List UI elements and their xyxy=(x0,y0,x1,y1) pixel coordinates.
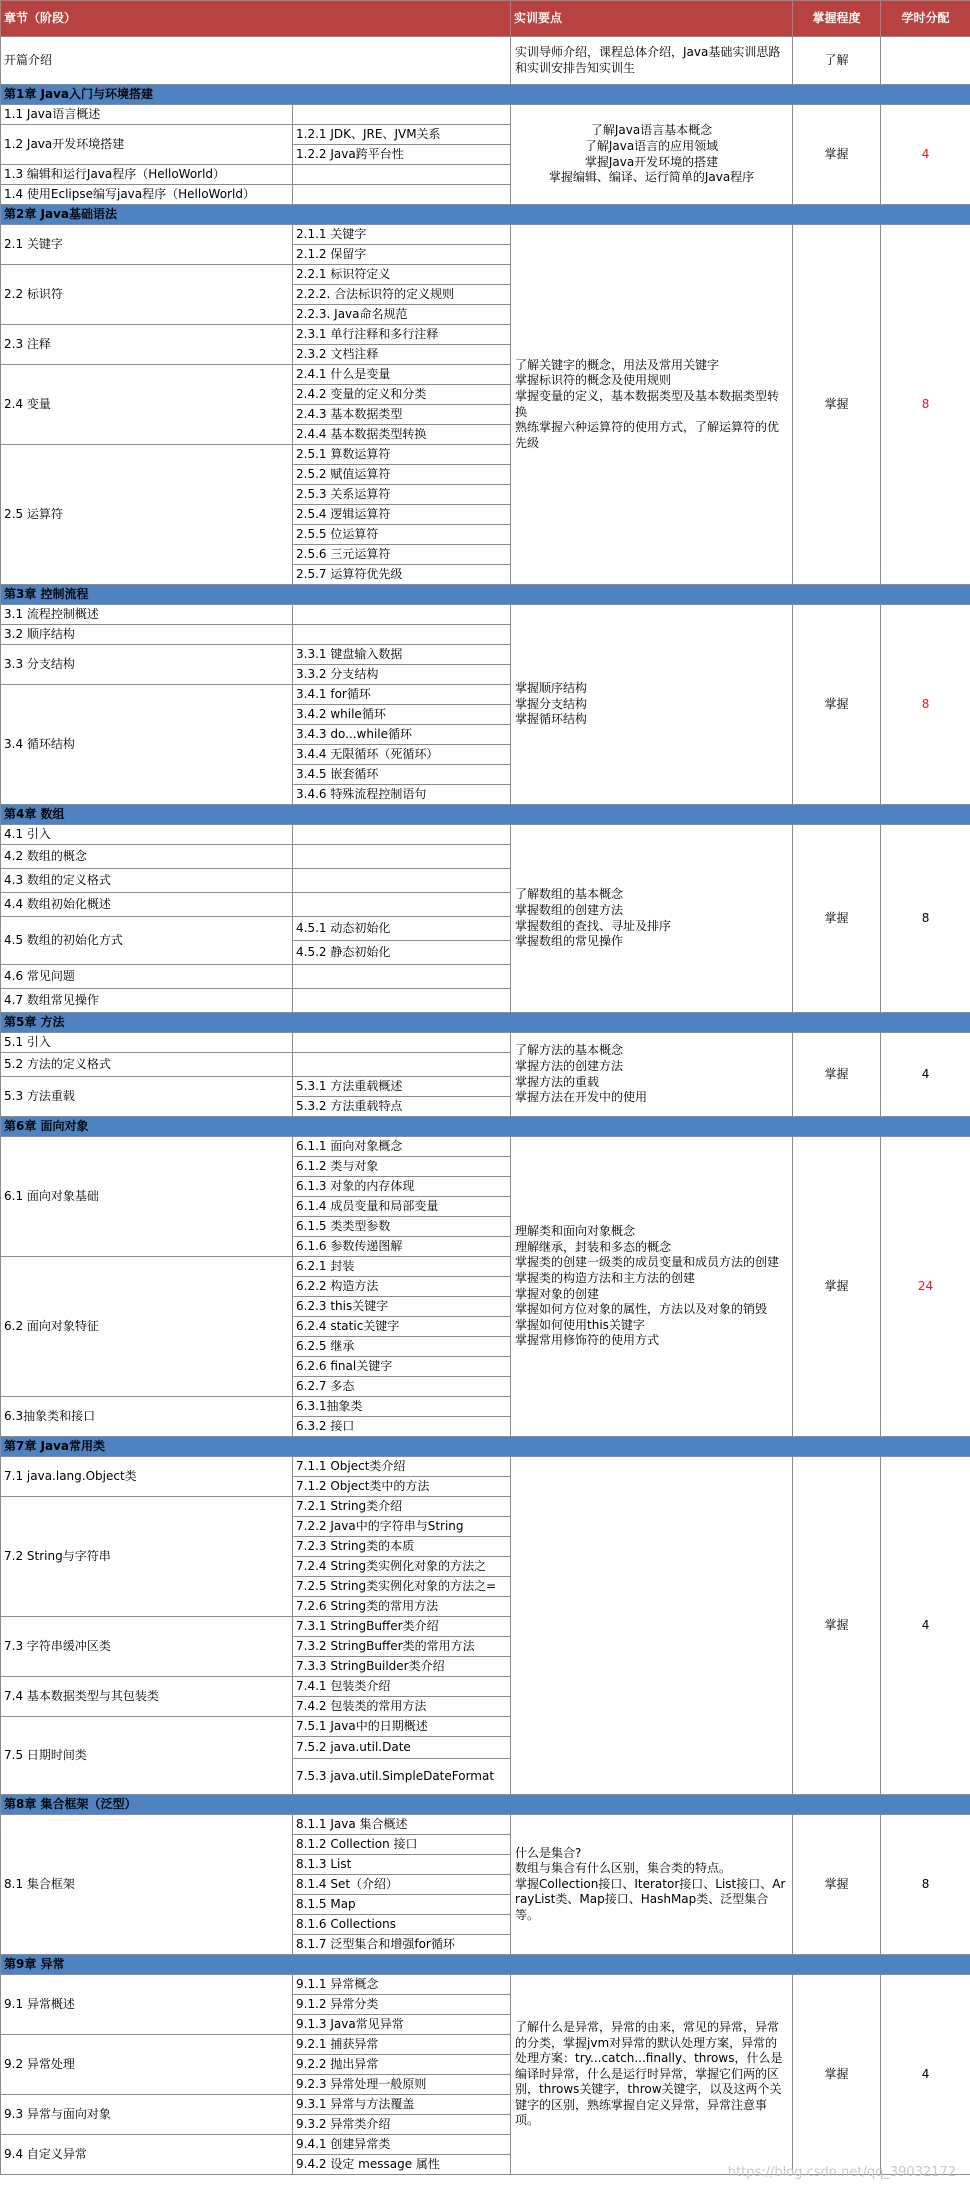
mastery-level: 掌握 xyxy=(793,605,881,805)
subsection-name xyxy=(293,105,511,125)
subsection-name: 7.2.2 Java中的字符串与String xyxy=(293,1517,511,1537)
subsection-name: 3.4.4 无限循环（死循环） xyxy=(293,745,511,765)
subsection-name: 6.1.5 类类型参数 xyxy=(293,1217,511,1237)
training-points xyxy=(511,225,793,585)
chapter-row xyxy=(1,1117,970,1137)
section-name: 3.1 流程控制概述 xyxy=(1,605,293,625)
subsection-name: 5.3.1 方法重载概述 xyxy=(293,1077,511,1097)
subsection-name: 2.4.4 基本数据类型转换 xyxy=(293,425,511,445)
chapter-row xyxy=(1,1955,970,1975)
point-line: 掌握常用修饰符的使用方式 xyxy=(515,1333,660,1348)
subsection-name: 2.1.2 保留字 xyxy=(293,245,511,265)
mastery-level: 掌握 xyxy=(793,225,881,585)
section-name: 4.3 数组的定义格式 xyxy=(1,869,293,893)
point-line: 掌握Collection接口、Iterator接口、List接口、ArrayList类、Map接口、HashMap类、泛型集合等。 xyxy=(515,1876,786,1922)
section-row xyxy=(1,1815,970,1835)
subsection-name: 7.5.1 Java中的日期概述 xyxy=(293,1717,511,1737)
subsection-name: 2.3.1 单行注释和多行注释 xyxy=(293,325,511,345)
point-line: 掌握如何使用this关键字 xyxy=(515,1317,645,1332)
section-name: 7.4 基本数据类型与其包装类 xyxy=(1,1677,293,1717)
subsection-name: 6.3.2 接口 xyxy=(293,1417,511,1437)
subsection-name: 9.1.2 异常分类 xyxy=(293,1995,511,2015)
subsection-name xyxy=(293,825,511,845)
subsection-name: 7.3.1 StringBuffer类介绍 xyxy=(293,1617,511,1637)
hours-allocation: 8 xyxy=(881,825,970,1013)
subsection-name: 9.1.1 异常概念 xyxy=(293,1975,511,1995)
point-line: 了解方法的基本概念 xyxy=(515,1043,624,1058)
training-points xyxy=(511,825,793,1013)
subsection-name: 3.3.1 键盘输入数据 xyxy=(293,645,511,665)
section-name: 4.4 数组初始化概述 xyxy=(1,893,293,917)
section-name: 8.1 集合框架 xyxy=(1,1815,293,1955)
header-level: 掌握程度 xyxy=(793,1,881,37)
subsection-name xyxy=(293,605,511,625)
section-name: 2.5 运算符 xyxy=(1,445,293,585)
section-name: 4.2 数组的概念 xyxy=(1,845,293,869)
subsection-name: 7.3.2 StringBuffer类的常用方法 xyxy=(293,1637,511,1657)
subsection-name: 8.1.6 Collections xyxy=(293,1915,511,1935)
training-points xyxy=(511,105,793,205)
chapter-title: 第5章 方法 xyxy=(1,1013,970,1033)
section-name: 9.3 异常与面向对象 xyxy=(1,2095,293,2135)
subsection-name: 2.4.3 基本数据类型 xyxy=(293,405,511,425)
subsection-name xyxy=(293,625,511,645)
subsection-name: 9.3.2 异常类介绍 xyxy=(293,2115,511,2135)
subsection-name: 7.2.4 String类实例化对象的方法之 xyxy=(293,1557,511,1577)
subsection-name: 2.4.2 变量的定义和分类 xyxy=(293,385,511,405)
point-line: 掌握变量的定义，基本数据类型及基本数据类型转换 xyxy=(515,388,780,419)
subsection-name: 9.4.2 设定 message 属性 xyxy=(293,2155,511,2175)
subsection-name: 6.1.1 面向对象概念 xyxy=(293,1137,511,1157)
point-line: 掌握Java开发环境的搭建 xyxy=(584,154,719,169)
subsection-name: 7.2.6 String类的常用方法 xyxy=(293,1597,511,1617)
section-name: 4.5 数组的初始化方式 xyxy=(1,917,293,965)
subsection-name: 1.2.1 JDK、JRE、JVM关系 xyxy=(293,125,511,145)
chapter-title: 第2章 Java基础语法 xyxy=(1,205,970,225)
section-name: 7.3 字符串缓冲区类 xyxy=(1,1617,293,1677)
section-name: 6.1 面向对象基础 xyxy=(1,1137,293,1257)
chapter-title: 第9章 异常 xyxy=(1,1955,970,1975)
subsection-name: 3.3.2 分支结构 xyxy=(293,665,511,685)
subsection-name: 2.2.3. Java命名规范 xyxy=(293,305,511,325)
section-name: 7.2 String与字符串 xyxy=(1,1497,293,1617)
subsection-name: 7.2.3 String类的本质 xyxy=(293,1537,511,1557)
section-name: 3.3 分支结构 xyxy=(1,645,293,685)
subsection-name xyxy=(293,1053,511,1077)
subsection-name: 6.1.2 类与对象 xyxy=(293,1157,511,1177)
subsection-name: 3.4.1 for循环 xyxy=(293,685,511,705)
subsection-name: 7.4.1 包装类介绍 xyxy=(293,1677,511,1697)
subsection-name: 5.3.2 方法重载特点 xyxy=(293,1097,511,1117)
hours-allocation: 4 xyxy=(881,1975,970,2175)
section-name: 2.3 注释 xyxy=(1,325,293,365)
chapter-title: 第6章 面向对象 xyxy=(1,1117,970,1137)
subsection-name: 9.3.1 异常与方法覆盖 xyxy=(293,2095,511,2115)
section-name: 4.1 引入 xyxy=(1,825,293,845)
subsection-name: 2.4.1 什么是变量 xyxy=(293,365,511,385)
point-line: 了解关键字的概念，用法及常用关键字 xyxy=(515,357,720,372)
chapter-row xyxy=(1,805,970,825)
section-name: 1.2 Java开发环境搭建 xyxy=(1,125,293,165)
subsection-name: 8.1.4 Set（介绍） xyxy=(293,1875,511,1895)
subsection-name: 6.1.6 参数传递图解 xyxy=(293,1237,511,1257)
subsection-name: 8.1.1 Java 集合概述 xyxy=(293,1815,511,1835)
chapter-title: 第7章 Java常用类 xyxy=(1,1437,970,1457)
subsection-name: 6.2.1 封装 xyxy=(293,1257,511,1277)
section-row xyxy=(1,1137,970,1157)
subsection-name xyxy=(293,893,511,917)
point-line: 掌握类的创建一级类的成员变量和成员方法的创建 xyxy=(515,1255,780,1270)
point-line: 理解类和面向对象概念 xyxy=(515,1224,636,1239)
chapter-row xyxy=(1,1013,970,1033)
subsection-name: 2.2.2. 合法标识符的定义规则 xyxy=(293,285,511,305)
training-points xyxy=(511,1033,793,1117)
table-body xyxy=(1,37,970,2175)
point-line: 掌握对象的创建 xyxy=(515,1286,600,1301)
subsection-name: 4.5.2 静态初始化 xyxy=(293,941,511,965)
intro-hours xyxy=(881,37,970,85)
intro-name: 开篇介绍 xyxy=(1,37,511,85)
subsection-name: 8.1.3 List xyxy=(293,1855,511,1875)
point-line: 掌握循环结构 xyxy=(515,712,588,727)
subsection-name: 7.5.2 java.util.Date xyxy=(293,1737,511,1759)
point-line: 掌握数组的查找、寻址及排序 xyxy=(515,918,672,933)
section-name: 1.3 编辑和运行Java程序（HelloWorld） xyxy=(1,165,293,185)
subsection-name xyxy=(293,869,511,893)
subsection-name xyxy=(293,185,511,205)
mastery-level: 掌握 xyxy=(793,1975,881,2175)
section-row xyxy=(1,105,970,125)
subsection-name: 2.1.1 关键字 xyxy=(293,225,511,245)
point-line: 掌握数组的常见操作 xyxy=(515,934,624,949)
section-row xyxy=(1,825,970,845)
mastery-level: 掌握 xyxy=(793,1137,881,1437)
chapter-row xyxy=(1,585,970,605)
subsection-name: 9.2.1 捕获异常 xyxy=(293,2035,511,2055)
point-line: 了解数组的基本概念 xyxy=(515,887,624,902)
subsection-name: 7.3.3 StringBuilder类介绍 xyxy=(293,1657,511,1677)
subsection-name: 1.2.2 Java跨平台性 xyxy=(293,145,511,165)
section-name: 6.2 面向对象特征 xyxy=(1,1257,293,1397)
training-points xyxy=(511,1975,793,2175)
mastery-level: 掌握 xyxy=(793,105,881,205)
section-name: 5.2 方法的定义格式 xyxy=(1,1053,293,1077)
chapter-title: 第1章 Java入门与环境搭建 xyxy=(1,85,970,105)
point-line: 掌握数组的创建方法 xyxy=(515,902,624,917)
section-name: 5.3 方法重载 xyxy=(1,1077,293,1117)
point-line: 什么是集合? xyxy=(515,1845,582,1860)
mastery-level: 掌握 xyxy=(793,1033,881,1117)
subsection-name: 6.2.4 static关键字 xyxy=(293,1317,511,1337)
training-points xyxy=(511,1815,793,1955)
subsection-name xyxy=(293,965,511,989)
point-line: 掌握顺序结构 xyxy=(515,681,588,696)
subsection-name: 8.1.5 Map xyxy=(293,1895,511,1915)
subsection-name: 3.4.3 do...while循环 xyxy=(293,725,511,745)
subsection-name: 2.5.5 位运算符 xyxy=(293,525,511,545)
point-line: 掌握方法的重载 xyxy=(515,1074,600,1089)
section-row xyxy=(1,1033,970,1053)
training-points xyxy=(511,605,793,805)
subsection-name: 6.1.4 成员变量和局部变量 xyxy=(293,1197,511,1217)
section-name: 9.1 异常概述 xyxy=(1,1975,293,2035)
point-line: 数组与集合有什么区别，集合类的特点。 xyxy=(515,1861,732,1876)
subsection-name: 7.4.2 包装类的常用方法 xyxy=(293,1697,511,1717)
chapter-row xyxy=(1,205,970,225)
point-line: 掌握方法在开发中的使用 xyxy=(515,1090,648,1105)
subsection-name: 3.4.6 特殊流程控制语句 xyxy=(293,785,511,805)
subsection-name: 6.2.5 继承 xyxy=(293,1337,511,1357)
section-name: 3.4 循环结构 xyxy=(1,685,293,805)
header-hours: 学时分配 xyxy=(881,1,970,37)
subsection-name: 6.2.2 构造方法 xyxy=(293,1277,511,1297)
section-row xyxy=(1,605,970,625)
point-line: 掌握标识符的概念及使用规则 xyxy=(515,373,672,388)
subsection-name: 6.2.3 this关键字 xyxy=(293,1297,511,1317)
subsection-name: 2.5.6 三元运算符 xyxy=(293,545,511,565)
chapter-title: 第4章 数组 xyxy=(1,805,970,825)
point-line: 了解Java语言的应用领域 xyxy=(584,138,719,153)
section-name: 7.5 日期时间类 xyxy=(1,1717,293,1795)
chapter-row xyxy=(1,1795,970,1815)
point-line: 掌握编辑、编译、运行简单的Java程序 xyxy=(548,170,755,185)
subsection-name: 6.1.3 对象的内存体现 xyxy=(293,1177,511,1197)
hours-allocation: 4 xyxy=(881,1033,970,1117)
section-name: 2.1 关键字 xyxy=(1,225,293,265)
subsection-name: 7.2.5 String类实例化对象的方法之= xyxy=(293,1577,511,1597)
intro-level: 了解 xyxy=(793,37,881,85)
subsection-name: 4.5.1 动态初始化 xyxy=(293,917,511,941)
subsection-name: 7.1.2 Object类中的方法 xyxy=(293,1477,511,1497)
subsection-name: 6.2.6 final关键字 xyxy=(293,1357,511,1377)
section-row xyxy=(1,225,970,245)
point-line: 掌握如何方位对象的属性，方法以及对象的销毁 xyxy=(515,1302,768,1317)
subsection-name: 7.2.1 String类介绍 xyxy=(293,1497,511,1517)
section-name: 4.7 数组常见操作 xyxy=(1,989,293,1013)
intro-row xyxy=(1,37,970,85)
chapter-row xyxy=(1,85,970,105)
subsection-name: 9.2.3 异常处理一般原则 xyxy=(293,2075,511,2095)
section-name: 9.2 异常处理 xyxy=(1,2035,293,2095)
training-points xyxy=(511,1457,793,1795)
mastery-level: 掌握 xyxy=(793,825,881,1013)
section-name: 2.4 变量 xyxy=(1,365,293,445)
subsection-name: 7.1.1 Object类介绍 xyxy=(293,1457,511,1477)
section-name: 5.1 引入 xyxy=(1,1033,293,1053)
section-name: 1.1 Java语言概述 xyxy=(1,105,293,125)
point-line: 理解继承，封装和多态的概念 xyxy=(515,1239,672,1254)
subsection-name xyxy=(293,845,511,869)
chapter-row xyxy=(1,1437,970,1457)
mastery-level: 掌握 xyxy=(793,1815,881,1955)
subsection-name: 9.1.3 Java常见异常 xyxy=(293,2015,511,2035)
subsection-name: 7.5.3 java.util.SimpleDateFormat xyxy=(293,1759,511,1795)
subsection-name: 2.5.4 逻辑运算符 xyxy=(293,505,511,525)
subsection-name: 3.4.5 嵌套循环 xyxy=(293,765,511,785)
training-points xyxy=(511,1137,793,1437)
subsection-name: 9.4.1 创建异常类 xyxy=(293,2135,511,2155)
hours-allocation: 4 xyxy=(881,1457,970,1795)
section-name: 7.1 java.lang.Object类 xyxy=(1,1457,293,1497)
subsection-name xyxy=(293,1033,511,1053)
chapter-title: 第8章 集合框架（泛型） xyxy=(1,1795,970,1815)
section-name: 1.4 使用Eclipse编写java程序（HelloWorld） xyxy=(1,185,293,205)
subsection-name: 2.5.1 算数运算符 xyxy=(293,445,511,465)
subsection-name xyxy=(293,989,511,1013)
subsection-name: 6.3.1抽象类 xyxy=(293,1397,511,1417)
section-name: 3.2 顺序结构 xyxy=(1,625,293,645)
point-line: 熟练掌握六种运算符的使用方式，了解运算符的优先级 xyxy=(515,420,780,450)
section-row xyxy=(1,1975,970,1995)
point-line: 了解什么是异常，异常的由来，常见的异常，异常的分类，掌握jvm对异常的默认处理方案，异常的处理方案：try...catch...finally、throws，什么是编译时异常，什么是运行时异常，掌握它们两的区别，throws关键字，throw关键字，以及这两个关键字的区别，熟练掌握自定义异常，异常注意事项。 xyxy=(515,2019,783,2128)
subsection-name xyxy=(293,165,511,185)
watermark: https://blog.csdn.net/qq_39032172 xyxy=(727,2165,956,2180)
mastery-level: 掌握 xyxy=(793,1457,881,1795)
subsection-name: 8.1.7 泛型集合和增强for循环 xyxy=(293,1935,511,1955)
point-line: 掌握类的构造方法和主方法的创建 xyxy=(515,1270,696,1285)
point-line: 掌握分支结构 xyxy=(515,696,588,711)
chapter-title: 第3章 控制流程 xyxy=(1,585,970,605)
hours-allocation: 4 xyxy=(881,105,970,205)
section-name: 6.3抽象类和接口 xyxy=(1,1397,293,1437)
header-row xyxy=(1,1,970,37)
header-chapter: 章节（阶段） xyxy=(1,1,511,37)
subsection-name: 6.2.7 多态 xyxy=(293,1377,511,1397)
hours-allocation: 24 xyxy=(881,1137,970,1437)
subsection-name: 8.1.2 Collection 接口 xyxy=(293,1835,511,1855)
point-line: 掌握方法的创建方法 xyxy=(515,1058,624,1073)
intro-points: 实训导师介绍，课程总体介绍，Java基础实训思路和实训安排告知实训生 xyxy=(511,37,793,85)
subsection-name: 3.4.2 while循环 xyxy=(293,705,511,725)
hours-allocation: 8 xyxy=(881,225,970,585)
point-line: 了解Java语言基本概念 xyxy=(590,123,713,138)
subsection-name: 2.3.2 文档注释 xyxy=(293,345,511,365)
subsection-name: 2.5.7 运算符优先级 xyxy=(293,565,511,585)
hours-allocation: 8 xyxy=(881,605,970,805)
hours-allocation: 8 xyxy=(881,1815,970,1955)
section-name: 4.6 常见问题 xyxy=(1,965,293,989)
section-name: 9.4 自定义异常 xyxy=(1,2135,293,2175)
section-row xyxy=(1,1457,970,1477)
subsection-name: 2.5.3 关系运算符 xyxy=(293,485,511,505)
header-points: 实训要点 xyxy=(511,1,793,37)
subsection-name: 2.2.1 标识符定义 xyxy=(293,265,511,285)
subsection-name: 2.5.2 赋值运算符 xyxy=(293,465,511,485)
subsection-name: 9.2.2 抛出异常 xyxy=(293,2055,511,2075)
section-name: 2.2 标识符 xyxy=(1,265,293,325)
